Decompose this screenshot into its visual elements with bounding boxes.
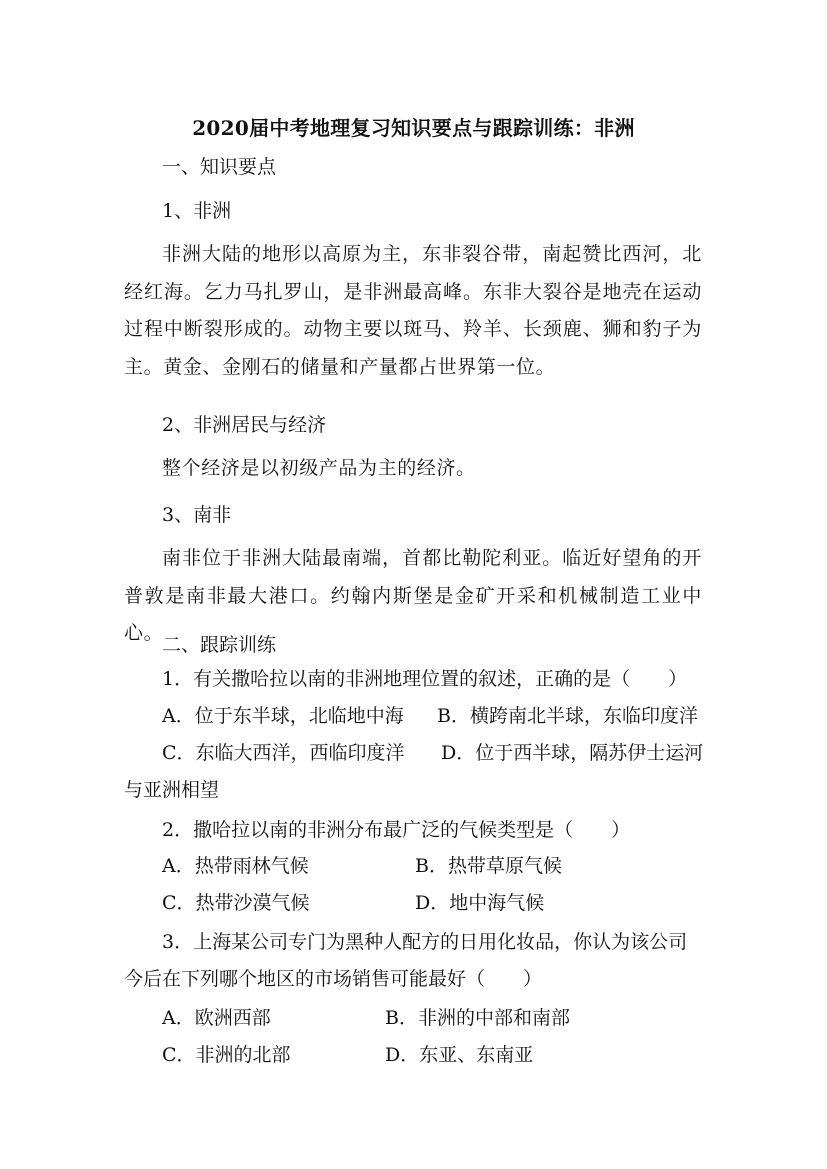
question-3-stem-line-1: 3．上海某公司专门为黑种人配方的日用化妆品，你认为该公司 xyxy=(162,931,688,953)
question-2-option-a: A．热带雨林气候 xyxy=(162,855,309,877)
question-3-option-d: D．东亚、东南亚 xyxy=(385,1044,534,1066)
section-heading-exercises: 二、跟踪训练 xyxy=(162,634,277,656)
question-1-stem: 1．有关撒哈拉以南的非洲地理位置的叙述，正确的是（ ） xyxy=(162,668,688,690)
question-2-stem: 2．撒哈拉以南的非洲分布最广泛的气候类型是（ ） xyxy=(162,819,631,841)
paragraph-africa: 非洲大陆的地形以高原为主，东非裂谷带，南起赞比西河，北经红海。乞力马扎罗山，是非洲最高峰。东非大裂谷是地壳在运动过程中断裂形成的。动物主要以斑马、羚羊、长颈鹿、狮和豹子为主。黄金、金刚石的储量和产量都占世界第一位。 xyxy=(124,243,702,378)
subheading-residents-economy: 2、非洲居民与经济 xyxy=(162,414,327,436)
question-3-option-c: C．非洲的北部 xyxy=(162,1044,291,1066)
question-2-option-c: C．热带沙漠气候 xyxy=(162,892,310,914)
page-title: 2020届中考地理复习知识要点与跟踪训练：非洲 xyxy=(192,116,635,140)
question-1-option-d-continued: 与亚洲相望 xyxy=(124,779,220,801)
question-2-option-d: D．地中海气候 xyxy=(415,892,545,914)
question-3-option-a: A．欧洲西部 xyxy=(162,1007,271,1029)
question-1-option-d: D．位于西半球，隔苏伊士运河 xyxy=(441,742,704,764)
question-1-option-b: B．横跨南北半球，东临印度洋 xyxy=(437,705,698,727)
question-1-option-c: C．东临大西洋，西临印度洋 xyxy=(162,742,405,764)
subheading-africa: 1、非洲 xyxy=(162,200,232,222)
paragraph-south-africa: 南非位于非洲大陆最南端，首都比勒陀利亚。临近好望角的开普敦是南非最大港口。约翰内斯堡是金矿开采和机械制造工业中心。 xyxy=(124,547,702,644)
paragraph-economy: 整个经济是以初级产品为主的经济。 xyxy=(162,457,476,479)
section-heading-knowledge: 一、知识要点 xyxy=(162,156,277,178)
question-2-option-b: B．热带草原气候 xyxy=(415,855,562,877)
question-3-option-b: B．非洲的中部和南部 xyxy=(385,1007,570,1029)
subheading-south-africa: 3、南非 xyxy=(162,504,232,526)
question-1-option-a: A．位于东半球，北临地中海 xyxy=(162,705,404,727)
question-3-stem-line-2: 今后在下列哪个地区的市场销售可能最好（ ） xyxy=(124,968,543,990)
